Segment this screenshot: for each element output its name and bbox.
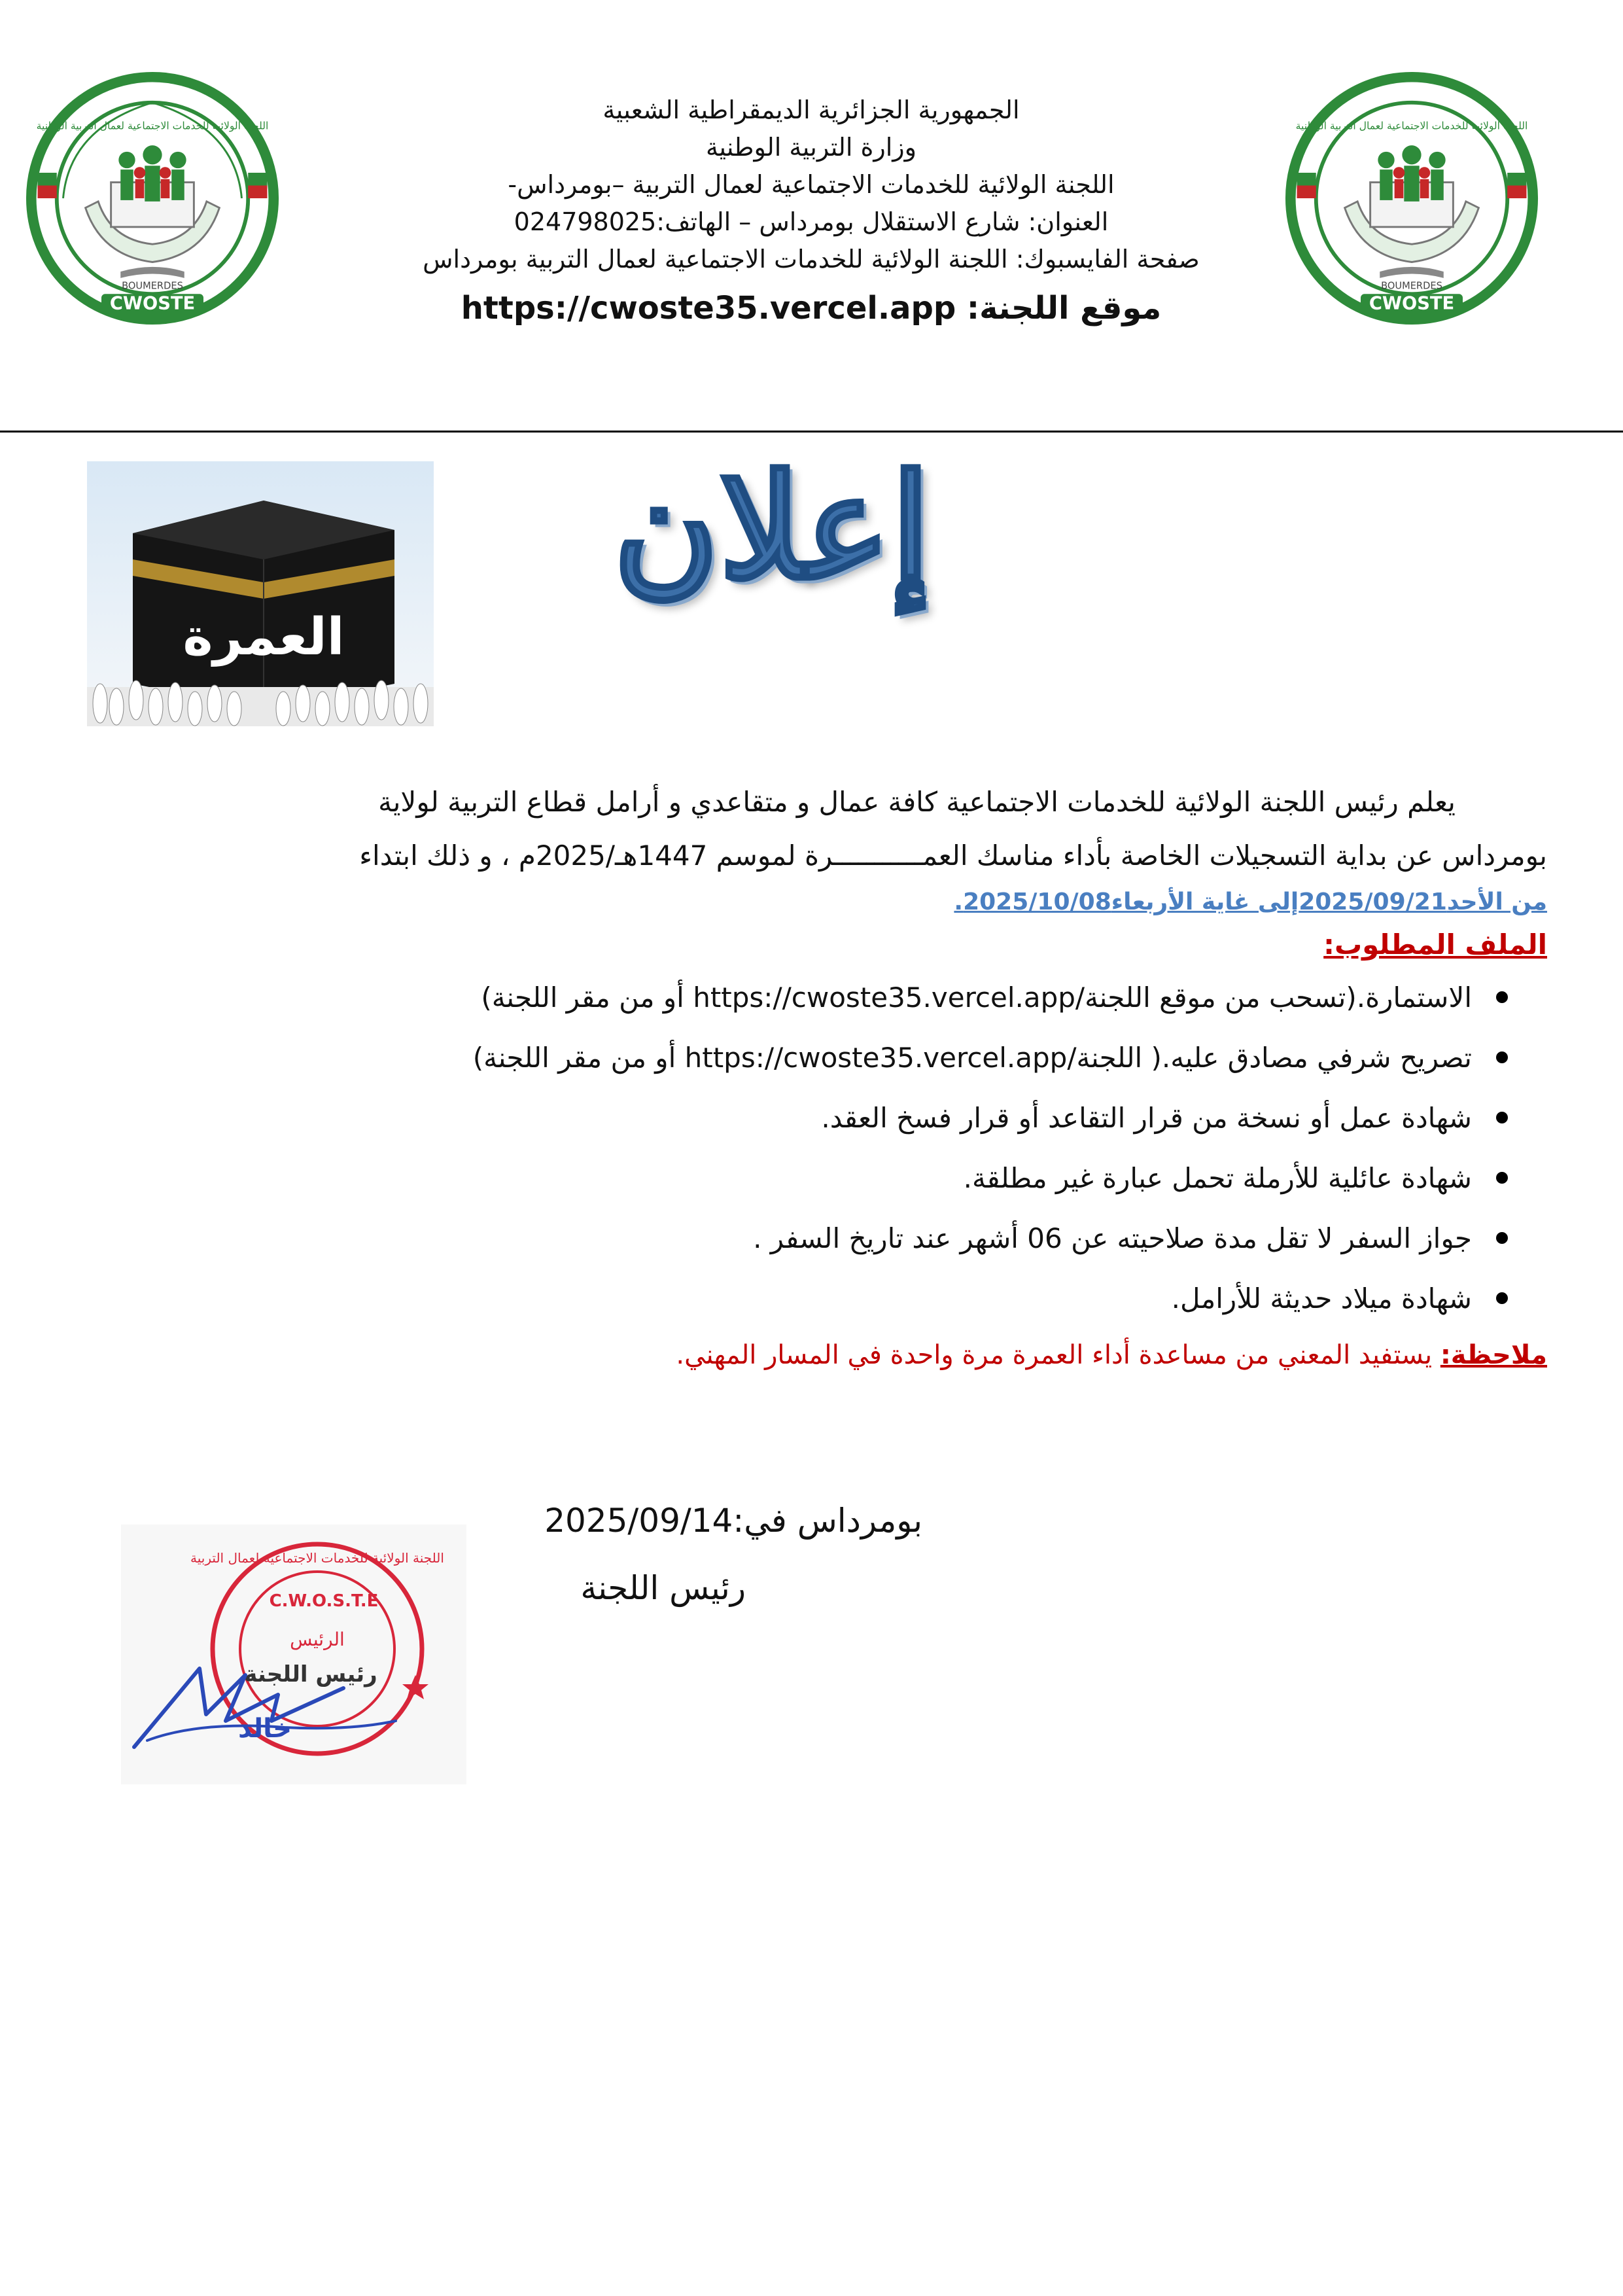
bullet-icon xyxy=(1496,1232,1508,1244)
req-text: شهادة ميلاد حديثة للأرامل. xyxy=(1171,1282,1472,1315)
req-text-post: أو من مقر اللجنة) xyxy=(472,1042,685,1074)
cwoste-logo-icon xyxy=(25,71,280,326)
place-date: بومرداس في:2025/09/14 xyxy=(544,1502,922,1540)
umrah-image xyxy=(87,461,434,726)
announcement-title xyxy=(523,442,1021,638)
umrah-caption: العمرة xyxy=(183,608,345,667)
logo-name: CWOSTE xyxy=(109,293,196,314)
letterhead xyxy=(288,92,1335,334)
site-url-link[interactable]: https://cwoste35.vercel.app xyxy=(461,290,956,327)
req-text: شهادة عمل أو نسخة من قرار التقاعد أو قرار فسخ العقد. xyxy=(821,1102,1472,1134)
stamp-initials: C.W.O.S.T.E xyxy=(269,1591,379,1611)
official-stamp xyxy=(121,1525,466,1784)
bullet-icon xyxy=(1496,1292,1508,1304)
logo-name: CWOSTE xyxy=(1369,293,1455,314)
list-item xyxy=(79,968,1508,1028)
paragraph-line-1: يعلم رئيس اللجنة الولائية للخدمات الاجتماعية كافة عمال و متقاعدي و أرامل قطاع التربية لولاية xyxy=(378,786,1456,818)
note-label: ملاحظة: xyxy=(1440,1340,1547,1370)
stamp-name: خالد xyxy=(238,1714,292,1744)
list-item xyxy=(79,1269,1508,1329)
logo-left xyxy=(25,71,280,326)
req-url-link[interactable]: https://cwoste35.vercel.app/ xyxy=(693,981,1085,1014)
registration-dates: من الأحد2025/09/21إلى غاية الأربعاء2025/10/08. xyxy=(954,889,1547,915)
bullet-icon xyxy=(1496,1172,1508,1184)
logo-city: BOUMERDES xyxy=(1381,280,1442,292)
stamp-icon xyxy=(121,1525,466,1784)
bullet-icon xyxy=(1496,1112,1508,1123)
stamp-ring-text: اللجنة الولائية للخدمات الاجتماعية لعمال التربية xyxy=(190,1550,444,1566)
paragraph-line-2: بومرداس عن بداية التسجيلات الخاصة بأداء مناسك العمـــــــــــرة لموسم 1447هـ/2025م ، و ذلك ابتداء xyxy=(359,839,1547,872)
stamp-signatory: رئيس اللجنة xyxy=(244,1661,377,1687)
site-label: موقع اللجنة: xyxy=(966,290,1162,327)
body-paragraph xyxy=(79,775,1547,883)
header-site xyxy=(288,282,1335,334)
req-text-post: أو من مقر اللجنة) xyxy=(481,981,693,1014)
logo-ring-text: اللجنة الولائية للخدمات الاجتماعية لعمال التربية الوطنية xyxy=(36,120,269,132)
list-item xyxy=(79,1088,1508,1148)
requirements-title: الملف المطلوب: xyxy=(1323,928,1547,961)
note xyxy=(79,1329,1547,1381)
header-line: صفحة الفايسبوك: اللجنة الولائية للخدمات الاجتماعية لعمال التربية بومرداس xyxy=(423,245,1200,274)
req-text: جواز السفر لا تقل مدة صلاحيته عن 06 أشهر عند تاريخ السفر . xyxy=(753,1222,1472,1254)
header-line: اللجنة الولائية للخدمات الاجتماعية لعمال التربية –بومرداس- xyxy=(508,170,1115,199)
req-text: شهادة عائلية للأرملة تحمل عبارة غير مطلقة. xyxy=(963,1162,1472,1194)
signatory-title: رئيس اللجنة xyxy=(580,1569,746,1607)
announcement-title-text: إعلان xyxy=(613,442,931,611)
header-line: الجمهورية الجزائرية الديمقراطية الشعبية xyxy=(602,96,1020,124)
list-item xyxy=(79,1209,1508,1269)
header-divider xyxy=(0,431,1623,433)
req-url-link[interactable]: https://cwoste35.vercel.app/ xyxy=(684,1042,1077,1074)
req-text: الاستمارة.(تسحب من موقع اللجنة xyxy=(1085,981,1472,1014)
requirements-list xyxy=(79,968,1547,1329)
logo-city: BOUMERDES xyxy=(122,280,183,292)
announcement-body xyxy=(79,775,1547,1381)
header-line: وزارة التربية الوطنية xyxy=(706,133,916,162)
bullet-icon xyxy=(1496,991,1508,1003)
stamp-title: الرئيس xyxy=(290,1629,345,1650)
bullet-icon xyxy=(1496,1051,1508,1063)
list-item xyxy=(79,1148,1508,1209)
note-text: يستفيد المعني من مساعدة أداء العمرة مرة واحدة في المسار المهني. xyxy=(676,1340,1440,1370)
logo-ring-text: اللجنة الولائية للخدمات الاجتماعية لعمال التربية الوطنية xyxy=(1295,120,1528,132)
kaaba-icon xyxy=(87,461,434,726)
header-line: العنوان: شارع الاستقلال بومرداس – الهاتف:024798025 xyxy=(514,207,1109,236)
list-item xyxy=(79,1028,1508,1088)
req-text: تصريح شرفي مصادق عليه.( اللجنة xyxy=(1076,1042,1472,1074)
